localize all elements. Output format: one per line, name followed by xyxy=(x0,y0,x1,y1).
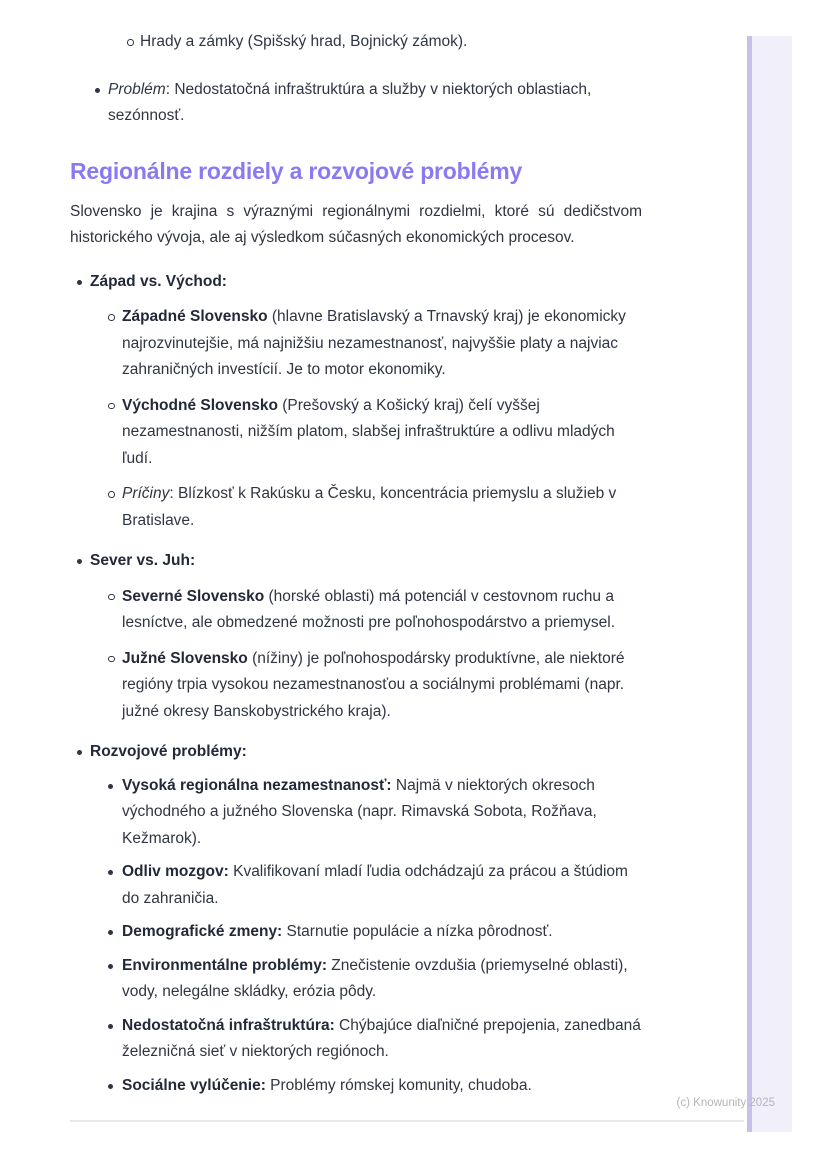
list-item xyxy=(70,1073,642,1100)
page-edge-bar xyxy=(747,36,792,1132)
list-item-castles xyxy=(70,29,642,56)
list-item-lead: Environmentálne problémy: xyxy=(122,956,327,974)
list-item xyxy=(70,481,642,534)
list-item-text: Znečistenie ovzdušia (priemyselné oblasti), vody, nelegálne skládky, erózia pôdy. xyxy=(122,956,628,1000)
circle-bullet-icon xyxy=(108,656,115,663)
sub-list xyxy=(70,304,642,534)
bullet-icon xyxy=(108,1084,113,1089)
list-item-problem xyxy=(70,77,642,130)
list-group-north-vs-south xyxy=(70,548,642,725)
list-group-title xyxy=(70,269,642,296)
list-item-lead: Sociálne vylúčenie: xyxy=(122,1076,266,1094)
list-item xyxy=(70,393,642,473)
list-item xyxy=(70,919,642,946)
circle-bullet-icon xyxy=(108,491,115,498)
document-content xyxy=(70,0,642,1111)
list-item-text: (horské oblasti) má potenciál v cestovnom ruchu a lesníctve, ale obmedzené možnosti pre poľnohospodárstvo a priemysel. xyxy=(122,587,616,631)
bullet-icon xyxy=(95,88,100,93)
section-heading: Regionálne rozdiely a rozvojové problémy xyxy=(70,157,523,184)
list-item-text: Starnutie populácie a nízka pôrodnosť. xyxy=(282,923,553,940)
list-item xyxy=(70,1013,642,1066)
list-item-lead: Južné Slovensko xyxy=(122,649,248,667)
bullet-icon xyxy=(108,1024,113,1029)
list-item-lead: Príčiny xyxy=(122,485,170,502)
list-item-lead: Problém xyxy=(108,80,166,98)
list-item xyxy=(70,304,642,384)
bullet-icon xyxy=(77,559,82,564)
footer-divider xyxy=(70,1120,744,1122)
list-item-text: (hlavne Bratislavský a Trnavský kraj) je ekonomicky najrozvinutejšie, má najnižšiu nezamestnanosť, najvyššie platy a najviac zahraničných investícií. Je to motor ekonomiky. xyxy=(122,308,626,378)
group-title-text: Rozvojové problémy: xyxy=(90,743,247,760)
group-title-text: Západ vs. Východ: xyxy=(90,272,227,290)
list-item-lead: Vysoká regionálna nezamestnanosť: xyxy=(122,776,392,794)
circle-bullet-icon xyxy=(108,314,115,321)
circle-bullet-icon xyxy=(127,39,134,46)
list-group-title xyxy=(70,739,642,766)
section-intro: Slovensko je krajina s výraznými regionálnymi rozdielmi, ktoré sú dedičstvom historického vývoja, ale aj výsledkom súčasných ekonomických procesov. xyxy=(70,202,642,246)
group-title-text: Sever vs. Juh: xyxy=(90,552,196,569)
bullet-icon xyxy=(108,870,113,875)
list-item-text: Kvalifikovaní mladí ľudia odchádzajú za prácou a štúdiom do zahraničia. xyxy=(122,863,628,907)
sub-list xyxy=(70,584,642,726)
list-item-lead: Odliv mozgov: xyxy=(122,863,229,880)
list-item xyxy=(70,953,642,1006)
list-item xyxy=(70,584,642,637)
bullet-icon xyxy=(77,280,82,285)
sub-list xyxy=(70,773,642,1100)
bullet-icon xyxy=(77,750,82,755)
list-item-lead: Západné Slovensko xyxy=(122,308,268,325)
circle-bullet-icon xyxy=(108,594,115,601)
list-item-lead: Nedostatočná infraštruktúra: xyxy=(122,1016,335,1034)
list-item-text: (Prešovský a Košický kraj) čelí vyššej nezamestnanosti, nižším platom, slabšej infraštruktúre a odlivu mladých ľudí. xyxy=(122,396,615,467)
bullet-icon xyxy=(108,930,113,935)
circle-bullet-icon xyxy=(108,403,115,410)
list-item-text: Chýbajúce diaľničné prepojenia, zanedbaná železničná sieť v niektorých regiónoch. xyxy=(122,1016,641,1060)
list-item xyxy=(70,859,642,912)
copyright-text: (c) Knowunity 2025 xyxy=(676,1097,775,1109)
list-item-lead: Severné Slovensko xyxy=(122,587,265,605)
list-group-west-vs-east xyxy=(70,269,642,535)
list-group-development-problems xyxy=(70,739,642,1099)
list-item-text: Problémy rómskej komunity, chudoba. xyxy=(265,1076,532,1094)
list-item xyxy=(70,773,642,853)
list-item-lead: Východné Slovensko xyxy=(122,396,278,414)
list-item-text: (nížiny) je poľnohospodársky produktívne, ale niektoré regióny trpia vysokou nezamestnanosťou a sociálnymi problémami (napr. južné okresy Banskobystrického kraja). xyxy=(122,649,625,720)
list-item-text: : Blízkosť k Rakúsku a Česku, koncentrácia priemyslu a služieb v Bratislave. xyxy=(122,485,617,529)
list-item-text: Hrady a zámky (Spišský hrad, Bojnický zámok). xyxy=(140,33,468,50)
bullet-icon xyxy=(108,784,113,789)
list-item-lead: Demografické zmeny: xyxy=(122,923,283,940)
list-group-title xyxy=(70,548,642,575)
list-item-text: : Nedostatočná infraštruktúra a služby v niektorých oblastiach, sezónnosť. xyxy=(108,80,592,124)
list-item xyxy=(70,646,642,726)
list-item-text: Najmä v niektorých okresoch východného a južného Slovenska (napr. Rimavská Sobota, Rožňava, Kežmarok). xyxy=(122,776,597,847)
bullet-icon xyxy=(108,964,113,969)
